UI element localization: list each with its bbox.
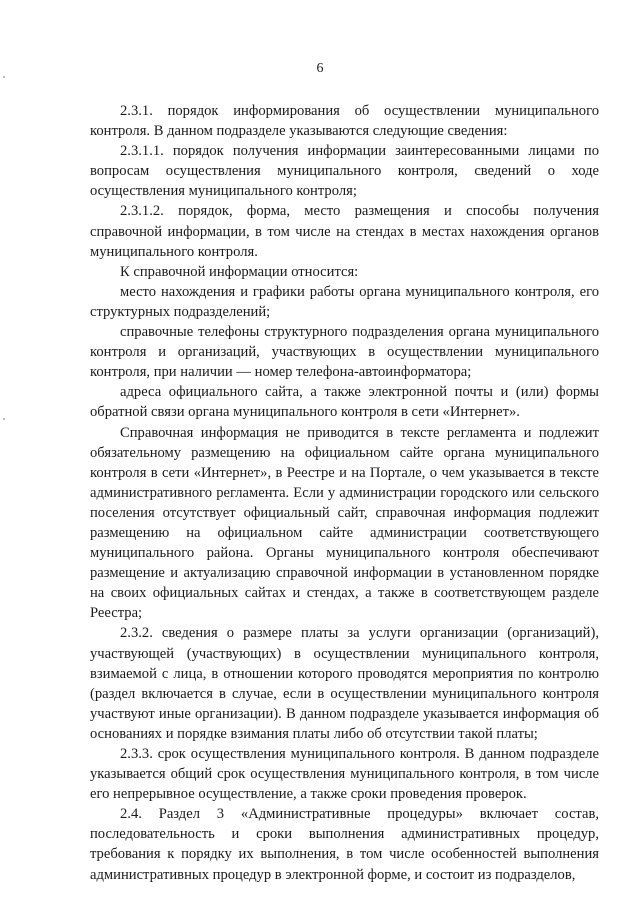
scan-margin-mark xyxy=(3,418,5,420)
paragraph-2-3-2: 2.3.2. сведения о размере платы за услуги организации (организаций), участвующей (участвующих) в осуществлении муниципального контроля, взимаемой с лица, в отношении которого проводятся мероприятия по контролю (раздел включается в случае, если в осуществлении муниципального контроля участвуют иные организации). В данном подразделе указывается информация об основаниях и порядке взимания платы либо об отсутствии такой платы; xyxy=(90,625,599,742)
list-item-phones: справочные телефоны структурного подразделения органа муниципального контроля и организаций, участвующих в осуществлении муниципального контроля, при наличии — номер телефона-автоинформатора; xyxy=(90,324,599,381)
paragraph-2-4: 2.4. Раздел 3 «Административные процедуры» включает состав, последовательность и сроки выполнения административных процедур, требования к порядку их выполнения, в том числе особенностей выполнения административных процедур в электронной форме, и состоит из подразделов, xyxy=(90,806,599,883)
document-body xyxy=(90,101,599,885)
paragraph-2-3-3: 2.3.3. срок осуществления муниципального контроля. В данном подразделе указывается общий срок осуществления муниципального контроля, в том числе его непрерывное осуществление, а также сроки проведения проверок. xyxy=(90,746,599,803)
list-item-website: адреса официального сайта, а также электронной почты и (или) формы обратной связи органа муниципального контроля в сети «Интернет». xyxy=(90,384,599,421)
paragraph-2-3-1-1: 2.3.1.1. порядок получения информации заинтересованными лицами по вопросам осуществления муниципального контроля, сведений о ходе осуществления муниципального контроля; xyxy=(90,143,599,200)
paragraph-2-3-1: 2.3.1. порядок информирования об осуществлении муниципального контроля. В данном подразделе указываются следующие сведения: xyxy=(90,103,599,140)
paragraph-reference-info-intro: К справочной информации относится: xyxy=(120,263,359,280)
paragraph-2-3-1-2: 2.3.1.2. порядок, форма, место размещения и способы получения справочной информации, в том числе на стендах в местах нахождения органов муниципального контроля. xyxy=(90,203,599,260)
paragraph-reference-info-placement: Справочная информация не приводится в тексте регламента и подлежит обязательному размещению на официальном сайте органа муниципального контроля в сети «Интернет», в Реестре и на Портале, о чем указывается в тексте административного регламента. Если у администрации городского или сельского поселения отсутствует официальный сайт, справочная информация подлежит размещению на официальном сайте администрации соответствующего муниципального района. Органы муниципального контроля обеспечивают размещение и актуализацию справочной информации в установленном порядке на своих официальных сайтах и стендах, а также в соответствующем разделе Реестра; xyxy=(90,424,599,622)
scan-margin-mark xyxy=(3,76,5,78)
list-item-location: место нахождения и графики работы органа муниципального контроля, его структурных подразделений; xyxy=(90,283,599,320)
page-number: 6 xyxy=(316,61,324,76)
